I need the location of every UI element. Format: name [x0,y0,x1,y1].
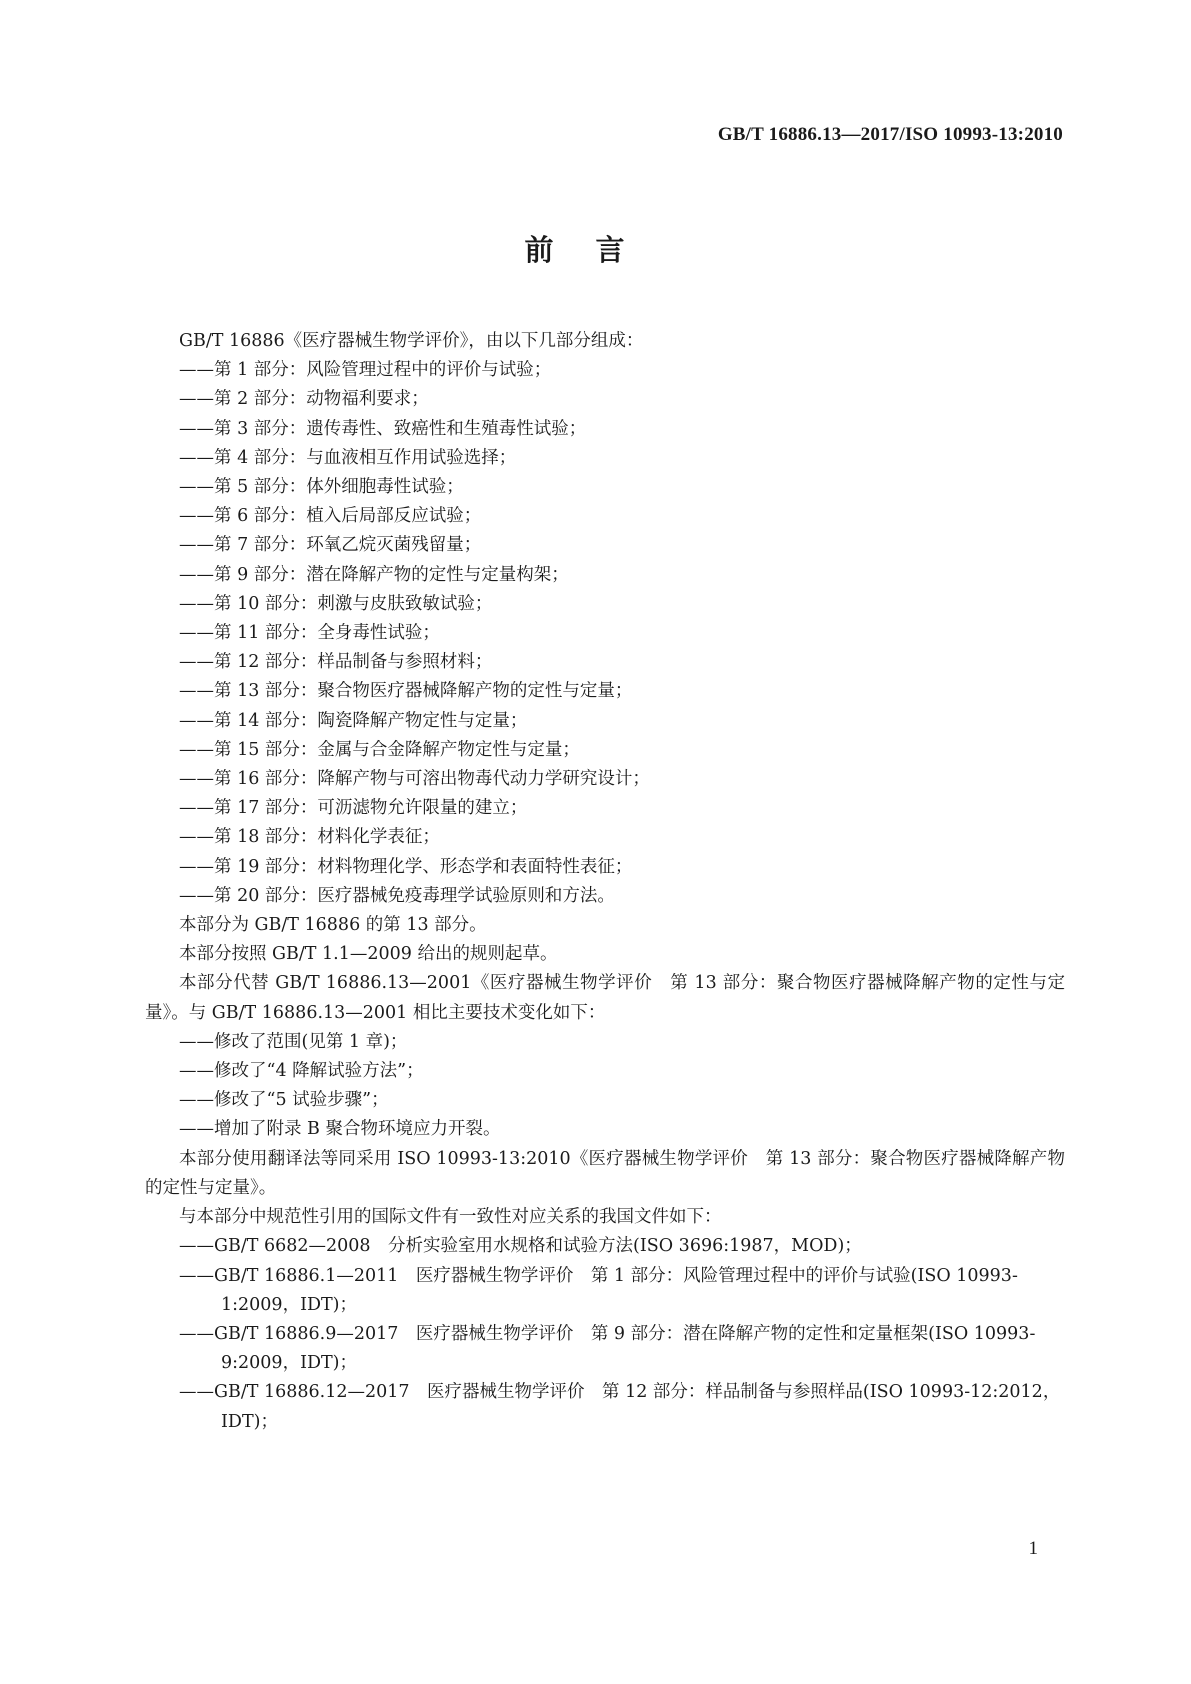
part-list-item: ——第 9 部分：潜在降解产物的定性与定量构架； [179,564,569,585]
change-list-item: ——修改了“5 试验步骤”； [179,1090,389,1111]
change-list-item: ——增加了附录 B 聚合物环境应力开裂。 [179,1119,501,1140]
intro-paragraph: GB/T 16886《医疗器械生物学评价》，由以下几部分组成： [179,331,644,351]
part-list-item: ——第 7 部分：环氧乙烷灭菌残留量； [179,535,482,556]
reference-list-item: ——GB/T 6682—2008 分析实验室用水规格和试验方法(ISO 3696:1987，MOD)； [179,1236,862,1257]
replaces-paragraph: 本部分代替 GB/T 16886.13—2001《医疗器械生物学评价 第 13 部分：聚合物医疗器械降解产物的定性与定量》。与 GB/T 16886.13—2001 相比主要技术变化如下： [145,973,1065,1023]
part-list-item: ——第 3 部分：遗传毒性、致癌性和生殖毒性试验； [179,418,587,439]
reference-list-item: ——GB/T 16886.1—2011 医疗器械生物学评价 第 1 部分：风险管理过程中的评价与试验(ISO 10993-1:2009，IDT)； [179,1265,1018,1315]
translation-paragraph: 本部分使用翻译法等同采用 ISO 10993-13:2010《医疗器械生物学评价 第 13 部分：聚合物医疗器械降解产物的定性与定量》。 [145,1148,1065,1198]
change-list-item: ——修改了范围(见第 1 章)； [179,1031,408,1052]
part-list-item: ——第 5 部分：体外细胞毒性试验； [179,477,464,498]
page-title: 前言 [524,233,667,267]
reference-list-item: ——GB/T 16886.9—2017 医疗器械生物学评价 第 9 部分：潜在降解产物的定性和定量框架(ISO 10993-9:2009，IDT)； [179,1323,1036,1374]
part-list-item: ——第 14 部分：陶瓷降解产物定性与定量； [179,710,528,731]
foreword-body [145,327,1065,1437]
part-list-item: ——第 1 部分：风险管理过程中的评价与试验； [179,360,552,381]
part-list-item: ——第 4 部分：与血液相互作用试验选择； [179,447,517,468]
part-list-item: ——第 17 部分：可沥滤物允许限量的建立； [179,798,528,819]
part-list-item: ——第 20 部分：医疗器械免疫毒理学试验原则和方法。 [179,885,615,906]
part-list-item: ——第 12 部分：样品制备与参照材料； [179,652,493,673]
part-list-item: ——第 19 部分：材料物理化学、形态学和表面特性表征； [179,856,633,877]
standard-code-header: GB/T 16886.13—2017/ISO 10993-13:2010 [717,124,1063,145]
part-list-item: ——第 13 部分：聚合物医疗器械降解产物的定性与定量； [179,681,633,702]
part-list-item: ——第 16 部分：降解产物与可溶出物毒代动力学研究设计； [179,769,650,790]
references-paragraph: 与本部分中规范性引用的国际文件有一致性对应关系的我国文件如下： [179,1207,722,1228]
part-of-paragraph: 本部分为 GB/T 16886 的第 13 部分。 [179,915,487,936]
part-list-item: ——第 6 部分：植入后局部反应试验； [179,506,482,527]
reference-list-item: ——GB/T 16886.12—2017 医疗器械生物学评价 第 12 部分：样品制备与参照样品(ISO 10993-12:2012，IDT)； [179,1382,1061,1432]
page-number: 1 [1028,1538,1038,1559]
drafting-paragraph: 本部分按照 GB/T 1.1—2009 给出的规则起草。 [179,944,558,965]
part-list-item: ——第 11 部分：全身毒性试验； [179,623,440,644]
part-list-item: ——第 10 部分：刺激与皮肤致敏试验； [179,593,493,614]
part-list-item: ——第 2 部分：动物福利要求； [179,389,429,410]
part-list-item: ——第 18 部分：材料化学表征； [179,827,440,848]
change-list-item: ——修改了“4 降解试验方法”； [179,1061,424,1082]
part-list-item: ——第 15 部分：金属与合金降解产物定性与定量； [179,739,580,760]
